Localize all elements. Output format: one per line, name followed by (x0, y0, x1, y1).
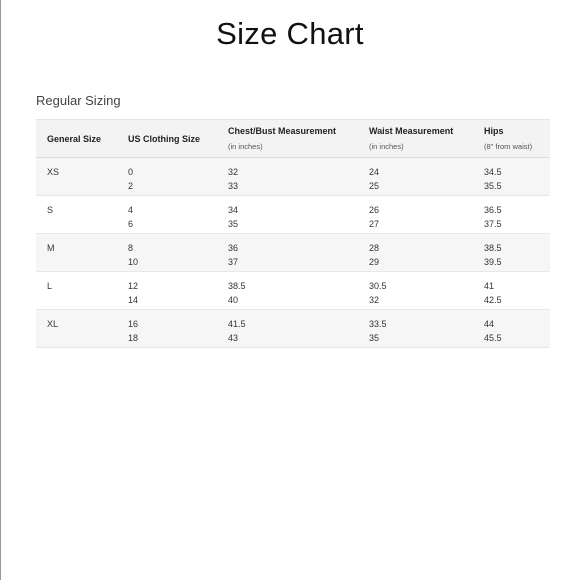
cell-waist (358, 158, 473, 196)
header-hips (473, 120, 550, 158)
cell-hips (473, 234, 550, 272)
cell-waist (358, 234, 473, 272)
size-chart-table (36, 119, 550, 348)
cell-line: 43 (228, 333, 239, 343)
cell-line: 33.5 (369, 319, 387, 329)
cell-chest (217, 272, 358, 310)
cell-hips (473, 272, 550, 310)
cell-line: 8 (128, 243, 134, 253)
cell-waist (358, 272, 473, 310)
header-label: Chest/Bust Measurement (228, 126, 337, 136)
cell-chest (217, 310, 358, 348)
cell-line: 36.5 (484, 205, 502, 215)
size-chart-table-container (36, 119, 550, 348)
cell-waist (358, 196, 473, 234)
cell-line: 45.5 (484, 333, 502, 343)
cell-line: 44 (484, 319, 495, 329)
cell-line: 35.5 (484, 181, 502, 191)
cell-line: 30.5 (369, 281, 387, 291)
page-title: Size Chart (216, 16, 364, 51)
cell-chest (217, 158, 358, 196)
cell-hips (473, 196, 550, 234)
table-row (36, 234, 550, 272)
header-general-size (36, 120, 117, 158)
cell-waist (358, 310, 473, 348)
header-label: US Clothing Size (128, 133, 200, 144)
cell-general-size (36, 310, 117, 348)
cell-line: 28 (369, 243, 380, 253)
cell-line: 16 (128, 319, 139, 329)
cell-line: 39.5 (484, 257, 502, 267)
cell-line: 25 (369, 181, 380, 191)
cell-line: 36 (228, 243, 239, 253)
cell-line: 6 (128, 219, 134, 229)
cell-line: 26 (369, 205, 380, 215)
cell-line: 32 (228, 167, 239, 177)
cell-line: 41.5 (228, 319, 246, 329)
cell-line: XL (47, 319, 59, 329)
cell-general-size (36, 234, 117, 272)
cell-us-size (117, 234, 217, 272)
cell-us-size (117, 310, 217, 348)
cell-line: L (47, 281, 53, 291)
cell-chest (217, 234, 358, 272)
table-row (36, 310, 550, 348)
cell-us-size (117, 272, 217, 310)
cell-line: 34 (228, 205, 239, 215)
cell-line: S (47, 205, 54, 215)
header-chest-bust (217, 120, 358, 158)
cell-hips (473, 158, 550, 196)
cell-line: 35 (369, 333, 380, 343)
cell-general-size (36, 272, 117, 310)
cell-line: 18 (128, 333, 139, 343)
cell-line: XS (47, 167, 60, 177)
cell-line: 35 (228, 219, 239, 229)
cell-line: 29 (369, 257, 380, 267)
header-label: General Size (47, 133, 102, 144)
header-sub: (in inches) (369, 142, 404, 151)
cell-line: 32 (369, 295, 380, 305)
cell-line: 4 (128, 205, 134, 215)
section-label: Regular Sizing (36, 93, 121, 108)
cell-line: 2 (128, 181, 134, 191)
cell-general-size (36, 196, 117, 234)
cell-line: 12 (128, 281, 139, 291)
table-row (36, 272, 550, 310)
cell-line: 34.5 (484, 167, 502, 177)
cell-us-size (117, 158, 217, 196)
cell-line: 33 (228, 181, 239, 191)
table-row (36, 196, 550, 234)
cell-line: 10 (128, 257, 139, 267)
header-sub: (in inches) (228, 142, 263, 151)
header-us-clothing-size (117, 120, 217, 158)
cell-line: 24 (369, 167, 380, 177)
cell-chest (217, 196, 358, 234)
table-header-row (36, 120, 550, 158)
cell-line: 37.5 (484, 219, 502, 229)
cell-us-size (117, 196, 217, 234)
cell-line: 42.5 (484, 295, 502, 305)
table-row (36, 158, 550, 196)
cell-line: 40 (228, 295, 239, 305)
header-sub: (8" from waist) (484, 142, 533, 151)
cell-line: 38.5 (228, 281, 246, 291)
cell-line: 37 (228, 257, 239, 267)
cell-line: 14 (128, 295, 139, 305)
header-label: Waist Measurement (369, 126, 454, 136)
cell-line: 38.5 (484, 243, 502, 253)
cell-line: 41 (484, 281, 495, 291)
cell-line: 0 (128, 167, 134, 177)
header-waist (358, 120, 473, 158)
cell-hips (473, 310, 550, 348)
cell-line: 27 (369, 219, 380, 229)
header-label: Hips (484, 126, 504, 136)
cell-line: M (47, 243, 55, 253)
cell-general-size (36, 158, 117, 196)
left-edge-divider (0, 0, 1, 580)
